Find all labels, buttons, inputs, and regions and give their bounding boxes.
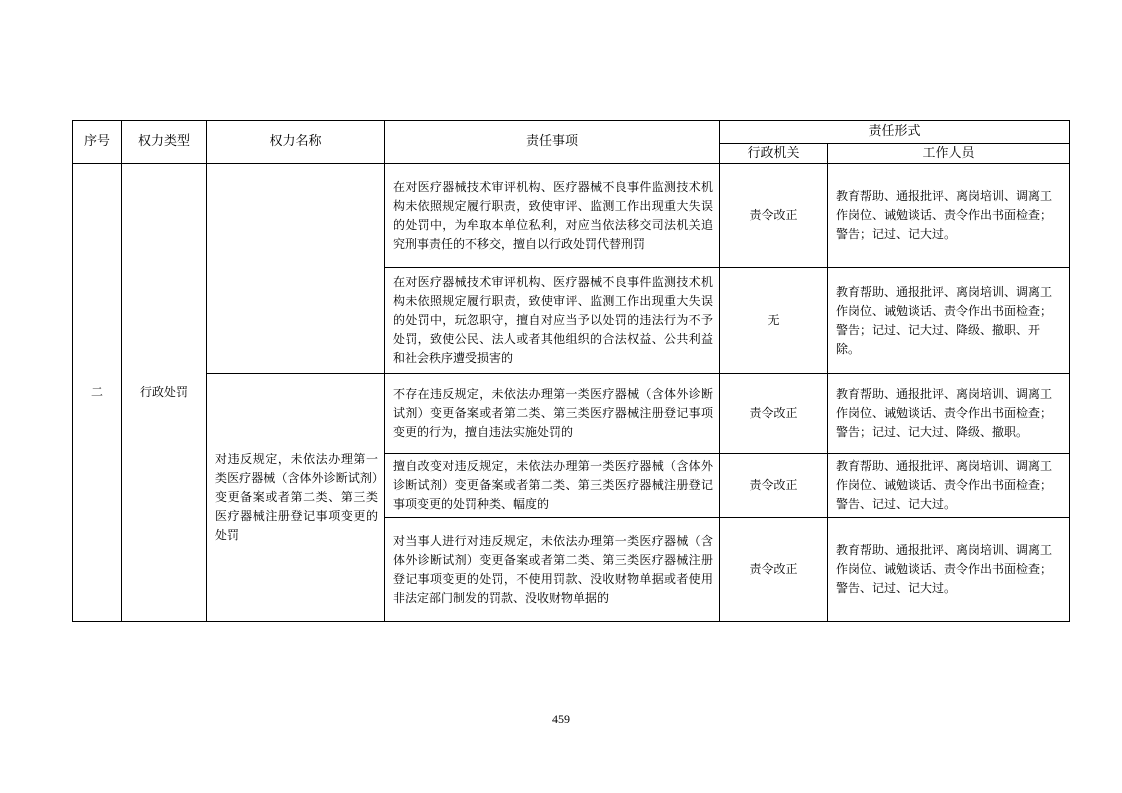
matter-cell: 不存在违反规定，未依法办理第一类医疗器械（含体外诊断试剂）变更备案或者第二类、第三类医疗器械注册登记事项变更的行为，擅自违法实施处罚的: [385, 374, 720, 454]
power-type-cell: 行政处罚: [122, 164, 207, 622]
staff-cell: 教育帮助、通报批评、离岗培训、调离工作岗位、诫勉谈话、责令作出书面检查；警告、记过、记大过。: [828, 518, 1070, 622]
seq-cell: 二: [73, 164, 122, 622]
staff-cell: 教育帮助、通报批评、离岗培训、调离工作岗位、诫勉谈话、责令作出书面检查；警告；记过、记大过、降级、撤职、开除。: [828, 268, 1070, 374]
org-cell: 责令改正: [720, 518, 828, 622]
table-row: [73, 164, 1070, 268]
org-cell: 无: [720, 268, 828, 374]
header-power-type: 权力类型: [122, 121, 207, 164]
staff-cell: 教育帮助、通报批评、离岗培训、调离工作岗位、诫勉谈话、责令作出书面检查；警告；记过、记大过、降级、撤职。: [828, 374, 1070, 454]
header-seq: 序号: [73, 121, 122, 164]
org-cell: 责令改正: [720, 164, 828, 268]
staff-cell: 教育帮助、通报批评、离岗培训、调离工作岗位、诫勉谈话、责令作出书面检查；警告、记过、记大过。: [828, 454, 1070, 518]
responsibility-table: [72, 120, 1070, 622]
page-number: 459: [552, 712, 570, 726]
matter-cell: 擅自改变对违反规定，未依法办理第一类医疗器械（含体外诊断试剂）变更备案或者第二类、第三类医疗器械注册登记事项变更的处罚种类、幅度的: [385, 454, 720, 518]
header-responsibility: 责任事项: [385, 121, 720, 164]
org-cell: 责令改正: [720, 454, 828, 518]
org-cell: 责令改正: [720, 374, 828, 454]
power-name-cell-empty: [207, 164, 385, 374]
header-staff: 工作人员: [828, 144, 1070, 164]
staff-cell: 教育帮助、通报批评、离岗培训、调离工作岗位、诫勉谈话、责令作出书面检查；警告；记过、记大过。: [828, 164, 1070, 268]
header-power-name: 权力名称: [207, 121, 385, 164]
matter-cell: 在对医疗器械技术审评机构、医疗器械不良事件监测技术机构未依照规定履行职责，致使审评、监测工作出现重大失误的处罚中，玩忽职守，擅自对应当予以处罚的违法行为不予处罚，致使公民、法人或者其他组织的合法权益、公共利益和社会秩序遭受损害的: [385, 268, 720, 374]
table-row: [73, 374, 1070, 454]
header-responsibility-form: 责任形式: [720, 121, 1070, 144]
power-name-cell: 对违反规定，未依法办理第一类医疗器械（含体外诊断试剂）变更备案或者第二类、第三类医疗器械注册登记事项变更的处罚: [207, 374, 385, 622]
header-admin-org: 行政机关: [720, 144, 828, 164]
matter-cell: 在对医疗器械技术审评机构、医疗器械不良事件监测技术机构未依照规定履行职责，致使审评、监测工作出现重大失误的处罚中，为牟取本单位私利，对应当依法移交司法机关追究刑事责任的不移交，擅自以行政处罚代替刑罚: [385, 164, 720, 268]
matter-cell: 对当事人进行对违反规定，未依法办理第一类医疗器械（含体外诊断试剂）变更备案或者第二类、第三类医疗器械注册登记事项变更的处罚，不使用罚款、没收财物单据或者使用非法定部门制发的罚款、没收财物单据的: [385, 518, 720, 622]
